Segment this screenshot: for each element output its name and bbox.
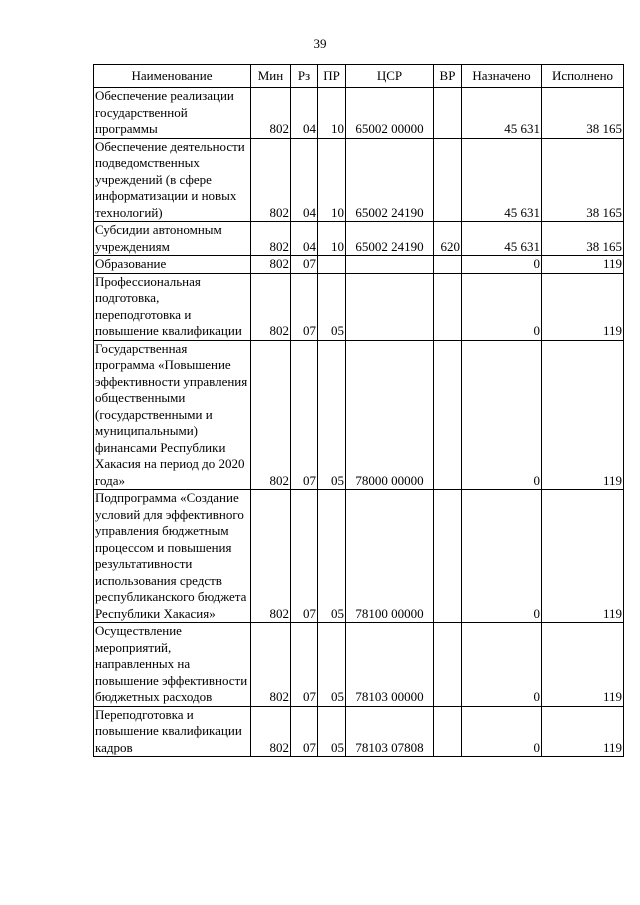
cell-executed: 119 — [542, 706, 624, 757]
cell-executed: 38 165 — [542, 222, 624, 256]
cell-assigned: 0 — [462, 273, 542, 340]
cell-name: Профессиональная подготовка, переподготовка и повышение квалификации — [94, 273, 251, 340]
cell-name: Государственная программа «Повышение эффективности управления общественными (государственными и муниципальными) финансами Республики Хакасия на период до 2020 года» — [94, 340, 251, 490]
cell-vr — [434, 623, 462, 707]
header-name: Наименование — [94, 65, 251, 88]
cell-pr: 10 — [318, 138, 346, 222]
cell-min: 802 — [251, 706, 291, 757]
table-row — [94, 340, 624, 490]
table-row — [94, 273, 624, 340]
cell-vr — [434, 88, 462, 139]
cell-vr — [434, 256, 462, 274]
cell-executed: 38 165 — [542, 88, 624, 139]
cell-pr: 05 — [318, 340, 346, 490]
table-row — [94, 623, 624, 707]
header-rz: Рз — [291, 65, 318, 88]
header-csr: ЦСР — [346, 65, 434, 88]
cell-min: 802 — [251, 222, 291, 256]
cell-rz: 07 — [291, 256, 318, 274]
cell-vr — [434, 490, 462, 623]
cell-rz: 07 — [291, 490, 318, 623]
cell-assigned: 0 — [462, 256, 542, 274]
cell-csr — [346, 273, 434, 340]
table-row — [94, 256, 624, 274]
table-row — [94, 706, 624, 757]
cell-csr: 78000 00000 — [346, 340, 434, 490]
cell-min: 802 — [251, 256, 291, 274]
header-executed: Исполнено — [542, 65, 624, 88]
cell-min: 802 — [251, 273, 291, 340]
cell-csr: 78103 00000 — [346, 623, 434, 707]
cell-pr: 10 — [318, 88, 346, 139]
cell-vr: 620 — [434, 222, 462, 256]
cell-pr: 10 — [318, 222, 346, 256]
cell-name: Подпрограмма «Создание условий для эффективного управления бюджетным процессом и повышения результативности использования средств республиканского бюджета Республики Хакасия» — [94, 490, 251, 623]
table-row — [94, 88, 624, 139]
cell-name: Субсидии автономным учреждениям — [94, 222, 251, 256]
cell-min: 802 — [251, 138, 291, 222]
cell-assigned: 0 — [462, 623, 542, 707]
cell-min: 802 — [251, 88, 291, 139]
cell-executed: 119 — [542, 490, 624, 623]
cell-name: Переподготовка и повышение квалификации кадров — [94, 706, 251, 757]
cell-executed: 119 — [542, 623, 624, 707]
table-header-row — [94, 65, 624, 88]
table-row — [94, 222, 624, 256]
cell-assigned: 0 — [462, 340, 542, 490]
cell-rz: 04 — [291, 138, 318, 222]
cell-vr — [434, 706, 462, 757]
header-vr: ВР — [434, 65, 462, 88]
cell-pr: 05 — [318, 706, 346, 757]
cell-rz: 04 — [291, 222, 318, 256]
cell-name: Образование — [94, 256, 251, 274]
cell-rz: 07 — [291, 340, 318, 490]
cell-csr: 78103 07808 — [346, 706, 434, 757]
cell-rz: 07 — [291, 706, 318, 757]
cell-assigned: 45 631 — [462, 88, 542, 139]
cell-assigned: 0 — [462, 706, 542, 757]
table-row — [94, 138, 624, 222]
budget-table — [93, 64, 624, 757]
cell-min: 802 — [251, 340, 291, 490]
cell-rz: 04 — [291, 88, 318, 139]
cell-executed: 119 — [542, 340, 624, 490]
cell-csr — [346, 256, 434, 274]
cell-assigned: 0 — [462, 490, 542, 623]
header-pr: ПР — [318, 65, 346, 88]
cell-vr — [434, 340, 462, 490]
cell-min: 802 — [251, 490, 291, 623]
page-number: 39 — [313, 36, 327, 51]
cell-min: 802 — [251, 623, 291, 707]
cell-executed: 119 — [542, 273, 624, 340]
cell-pr: 05 — [318, 490, 346, 623]
cell-csr: 65002 00000 — [346, 88, 434, 139]
cell-assigned: 45 631 — [462, 138, 542, 222]
table-row — [94, 490, 624, 623]
header-assigned: Назначено — [462, 65, 542, 88]
cell-name: Осуществление мероприятий, направленных на повышение эффективности бюджетных расходов — [94, 623, 251, 707]
header-min: Мин — [251, 65, 291, 88]
cell-rz: 07 — [291, 623, 318, 707]
cell-executed: 38 165 — [542, 138, 624, 222]
cell-pr: 05 — [318, 623, 346, 707]
cell-csr: 65002 24190 — [346, 222, 434, 256]
cell-rz: 07 — [291, 273, 318, 340]
cell-pr — [318, 256, 346, 274]
cell-vr — [434, 138, 462, 222]
cell-executed: 119 — [542, 256, 624, 274]
cell-vr — [434, 273, 462, 340]
cell-name: Обеспечение реализации государственной программы — [94, 88, 251, 139]
cell-csr: 65002 24190 — [346, 138, 434, 222]
cell-assigned: 45 631 — [462, 222, 542, 256]
cell-pr: 05 — [318, 273, 346, 340]
cell-name: Обеспечение деятельности подведомственных учреждений (в сфере информатизации и новых технологий) — [94, 138, 251, 222]
cell-csr: 78100 00000 — [346, 490, 434, 623]
